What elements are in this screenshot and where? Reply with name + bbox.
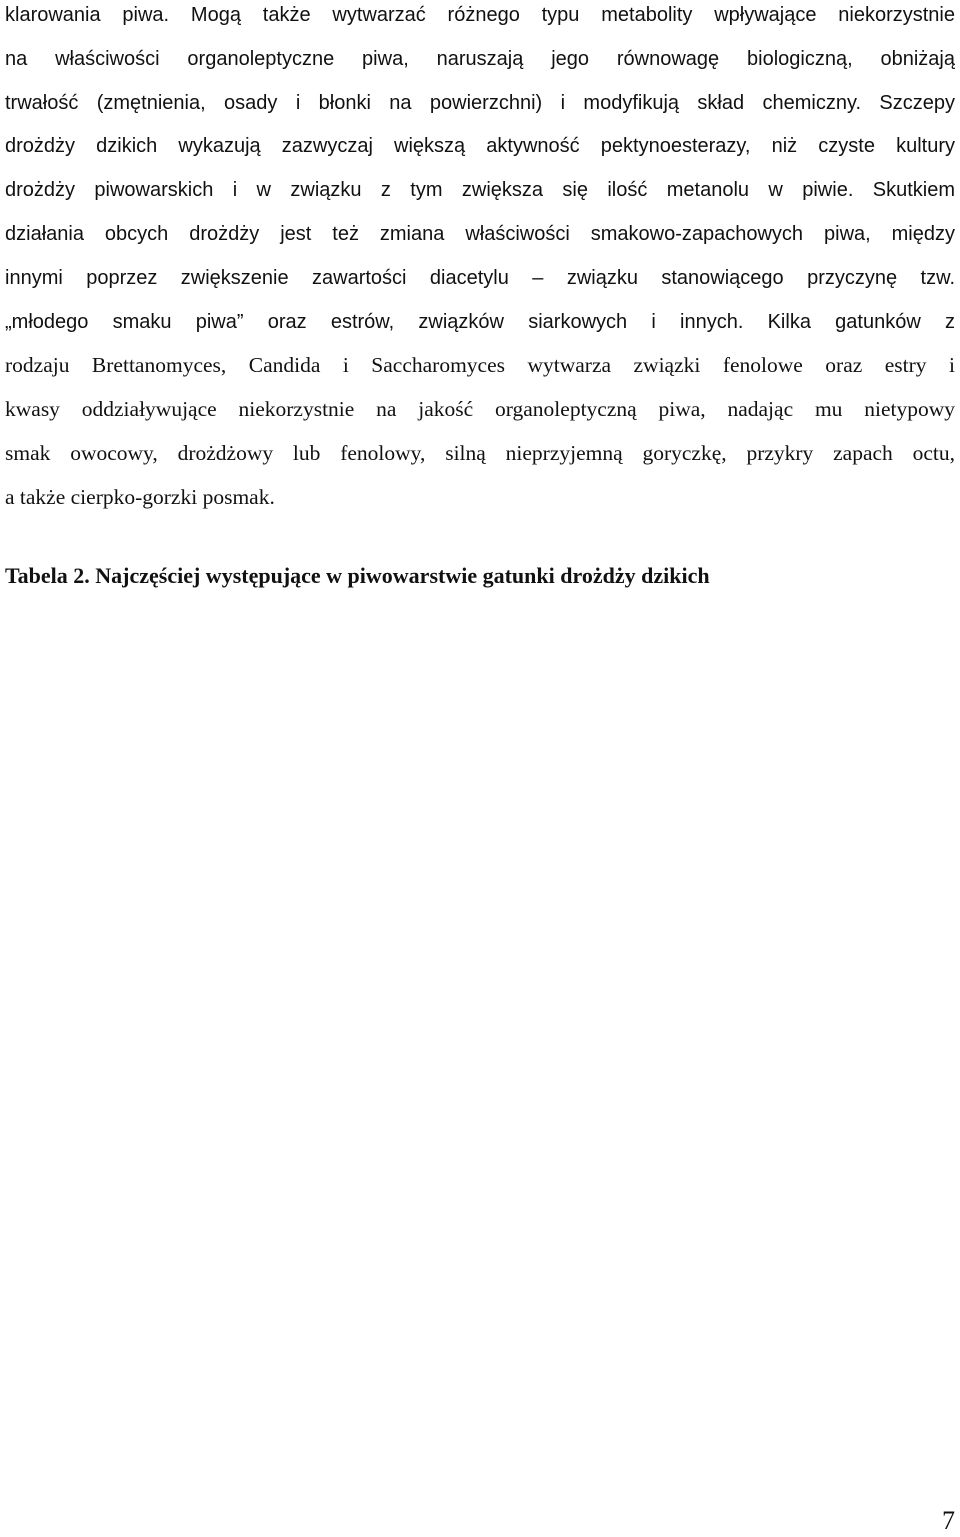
paragraph-line-11: smak owocowy, drożdżowy lub fenolowy, silną nieprzyjemną goryczkę, przykry zapach octu, [5,440,955,465]
paragraph-line-2: na właściwości organoleptyczne piwa, naruszają jego równowagę biologiczną, obniżają [5,47,955,70]
paragraph-line-10: kwasy oddziaływujące niekorzystnie na jakość organoleptyczną piwa, nadając mu nietypowy [5,397,955,422]
body-paragraph [5,0,955,520]
page-number: 7 [942,1506,955,1535]
paragraph-line-12: a także cierpko-gorzki posmak. [5,484,275,509]
paragraph-line-9: rodzaju Brettanomyces, Candida i Saccharomyces wytwarza związki fenolowe oraz estry i [5,353,955,378]
paragraph-line-4: drożdży dzikich wykazują zazwyczaj większą aktywność pektynoesterazy, niż czyste kultury [5,135,955,158]
paragraph-line-8: „młodego smaku piwa” oraz estrów, związków siarkowych i innych. Kilka gatunków z [5,310,955,333]
paragraph-line-7: innymi poprzez zwiększenie zawartości diacetylu – związku stanowiącego przyczynę tzw. [5,266,955,289]
paragraph-line-5: drożdży piwowarskich i w związku z tym zwiększa się ilość metanolu w piwie. Skutkiem [5,179,955,202]
paragraph-line-6: działania obcych drożdży jest też zmiana właściwości smakowo-zapachowych piwa, między [5,222,955,245]
table-caption: Tabela 2. Najczęściej występujące w piwowarstwie gatunki drożdży dzikich [5,563,710,588]
paragraph-line-1: klarowania piwa. Mogą także wytwarzać różnego typu metabolity wpływające niekorzystnie [5,4,955,26]
paragraph-line-3: trwałość (zmętnienia, osady i błonki na powierzchni) i modyfikują skład chemiczny. Szczepy [5,91,955,114]
